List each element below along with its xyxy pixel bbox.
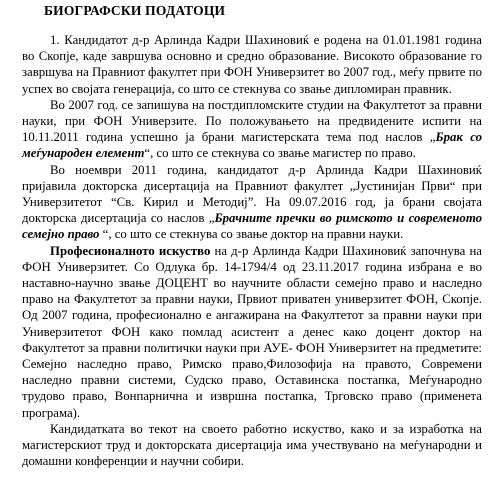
doctorate-thesis-title: Брачните пречки во римското и современото семејно право (22, 211, 482, 242)
doctorate-text-a: Во ноември 2011 година, кандидатот д-р Арлинда Кадри Шахиновиќ пријавила докторска дисертација на Правниот факултет „Јустинијан Први“ при Универзитетот “Св. Кирил и Методиј”. На 09.07.2016 год, ја брани својата докторска дисертација со наслов „ (22, 162, 482, 226)
professional-experience-lead: Професионалното искуство (50, 243, 211, 258)
paragraph-masters (22, 97, 482, 162)
masters-thesis-title: Брак со меѓународен елемент (22, 130, 482, 161)
masters-text-a: Во 2007 год. се запишува на постдипломските студии на Факултетот за правни науки, при ФОН Универзите. По положувањето на предвидените испити на 10.11.2011 година успешно ја брани магистерската тема под наслов „ (22, 97, 482, 145)
masters-text-b: “, со што се стекнува со звање магистер по право. (144, 146, 416, 161)
professional-experience-text: на д-р Арлинда Кадри Шахиновиќ започнува на ФОН Универзитет. Со Одлука бр. 14-1794/4 од 23.11.2017 година избрана е во наставно-научно звање ДОЦЕНТ во научните области семејно право и наследно право на Факултетот за правни науки, Првиот приватен универзитет ФОН, Скопје. Од 2007 година, професионално е ангажирана на Факултетот за правни науки при Универзитетот ФОН како помлад асистент а денес како доцент доктор на Факултетот за правни политички науки при АУЕ- ФОН Универзитет на предметите: Семејно наследно право, Римско право,Филозофија на правото, Современи наследно правни системи, Судско право, Оставинска постапка, Меѓународно трудово право, Вонпарнична и извршна постапка, Трговско право (применета програма). (22, 243, 482, 420)
paragraph-birth-education: 1. Кандидатот д-р Арлинда Кадри Шахиновиќ е родена на 01.01.1981 година во Скопје, каде завршува основно и средно образование. Високото образование го завршува на Правниот факултет при ФОН Универзитет во 2007 год., меѓу првите по успех во својата генерација, со што се стекнува со звање дипломиран правник. (22, 33, 482, 96)
doctorate-text-b: “, со што се стекнува со звање доктор на правни науки. (99, 227, 404, 242)
paragraph-conferences: Кандидатката во текот на своето работно искуство, како и за изработка на магистерскиот труд и докторската дисертација има учествувано на меѓународни и домашни конференции и научни собири. (22, 421, 482, 469)
paragraph-professional-experience (22, 243, 482, 421)
paragraph-doctorate (22, 162, 482, 243)
section-heading: БИОГРАФСКИ ПОДАТОЦИ (44, 3, 226, 18)
